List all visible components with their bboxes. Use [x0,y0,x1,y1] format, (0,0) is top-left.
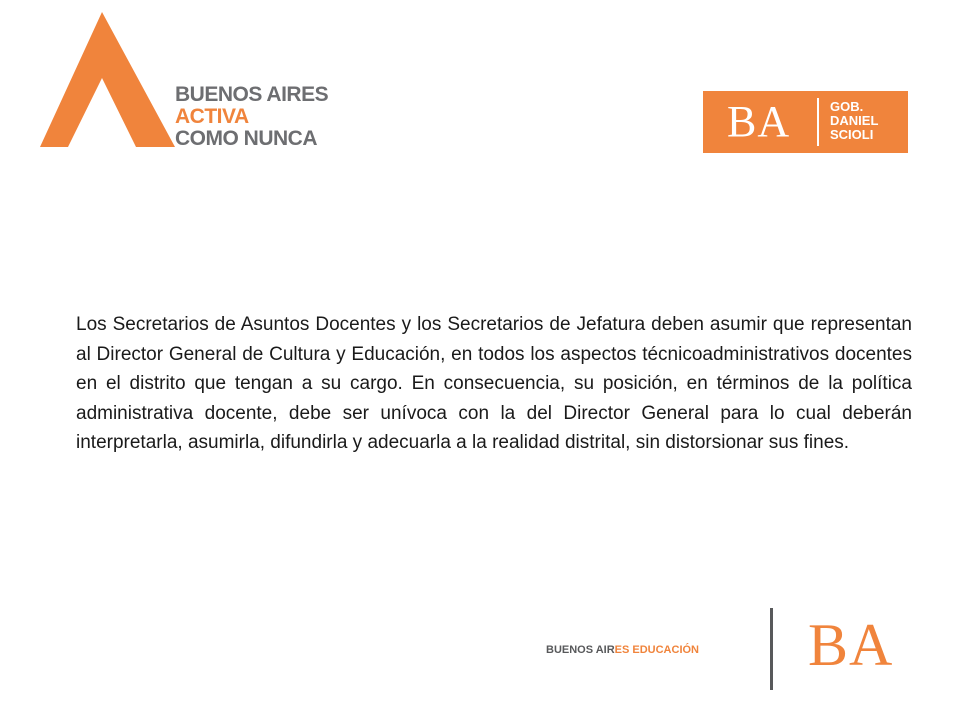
buenos-aires-activa-logo [40,12,330,152]
badge-divider [817,98,819,146]
educacion-wordmark [546,644,699,656]
educacion-word-part-2: ES EDUCACIÓN [614,644,699,656]
gob-label [830,100,878,142]
activa-line-1: BUENOS AIRES [175,83,329,106]
activa-wordmark [175,84,328,150]
ba-gob-scioli-badge [703,91,908,153]
educacion-divider [770,608,773,690]
ba-monogram: BA [727,97,791,146]
educacion-ba-monogram: BA [808,612,894,678]
triangle-a-icon [40,12,175,152]
gob-line-2: DANIEL [830,113,879,128]
gob-line-1: GOB. [830,99,864,114]
gob-line-3: SCIOLI [830,127,874,142]
activa-line-2: ACTIVA [175,105,249,128]
activa-line-3: COMO NUNCA [175,127,317,150]
main-paragraph: Los Secretarios de Asuntos Docentes y los Secretarios de Jefatura deben asumir que representan al Director General de Cultura y Educación, en todos los aspectos técnicoadministrativos docentes en el distrito que tengan a su cargo. En consecuencia, su posición, en términos de la política administrativa docente, debe ser unívoca con la del Director General para lo cual deberán interpretarla, asumirla, difundirla y adecuarla a la realidad distrital, sin distorsionar sus fines. [76,314,912,453]
buenos-aires-educacion-logo [540,600,920,695]
educacion-word-part-1: BUENOS AIR [546,644,615,656]
